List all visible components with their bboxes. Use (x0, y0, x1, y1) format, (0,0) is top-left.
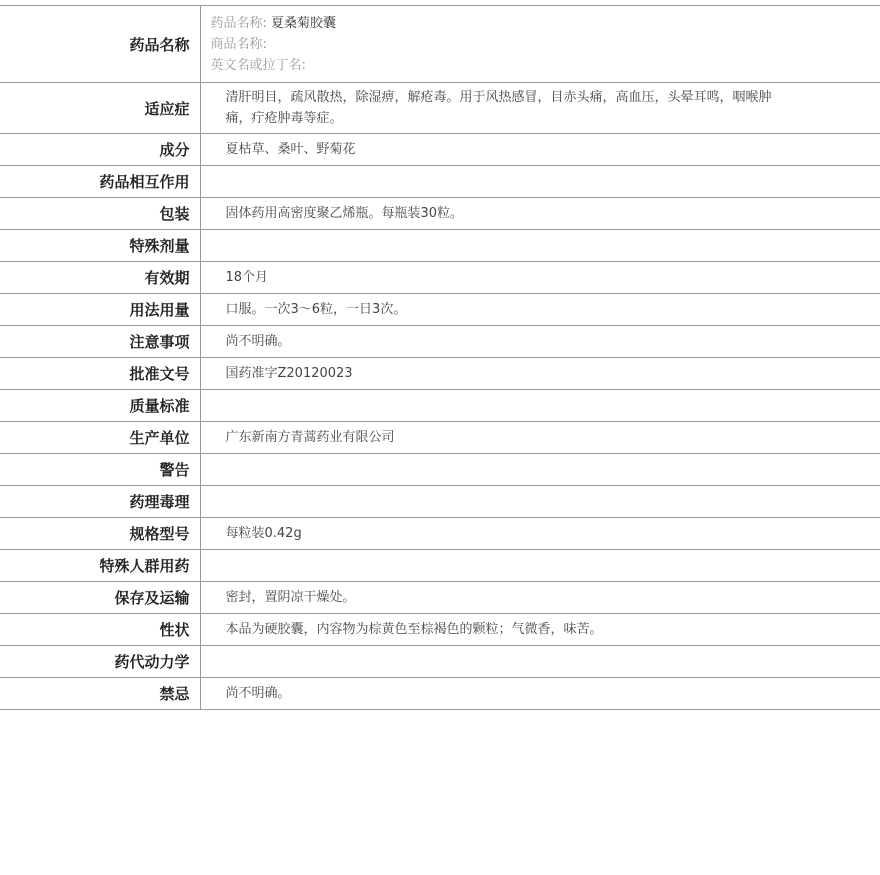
row-value: 固体药用高密度聚乙烯瓶。每瓶装30粒。 (200, 198, 880, 230)
drug-name-cell (200, 6, 880, 83)
row-label: 药品名称 (0, 6, 200, 83)
row-value (200, 390, 880, 422)
row-pharmacokinetics (0, 646, 880, 678)
row-special-populations (0, 550, 880, 582)
row-value: 本品为硬胶囊，内容物为棕黄色至棕褐色的颗粒；气微香，味苦。 (200, 614, 880, 646)
row-shelf-life (0, 262, 880, 294)
row-special-dosage (0, 230, 880, 262)
row-indications (0, 83, 880, 134)
trade-name-line (211, 34, 791, 55)
row-label: 药品相互作用 (0, 166, 200, 198)
row-label: 有效期 (0, 262, 200, 294)
row-label: 成分 (0, 134, 200, 166)
row-value: 广东新南方青蒿药业有限公司 (200, 422, 880, 454)
row-specification (0, 518, 880, 550)
row-value: 国药准字Z20120023 (200, 358, 880, 390)
row-value (200, 454, 880, 486)
english-name-line (211, 55, 791, 76)
row-usage (0, 294, 880, 326)
generic-name-value: 夏桑菊胶囊 (271, 15, 337, 31)
row-value: 每粒装0.42g (200, 518, 880, 550)
row-label: 质量标准 (0, 390, 200, 422)
row-interactions (0, 166, 880, 198)
generic-name-line (211, 13, 791, 34)
row-label: 包装 (0, 198, 200, 230)
row-value: 尚不明确。 (200, 678, 880, 710)
row-label: 用法用量 (0, 294, 200, 326)
row-label: 批准文号 (0, 358, 200, 390)
row-label: 性状 (0, 614, 200, 646)
row-precautions (0, 326, 880, 358)
row-label: 药代动力学 (0, 646, 200, 678)
row-pharmacology (0, 486, 880, 518)
row-label: 生产单位 (0, 422, 200, 454)
row-label: 注意事项 (0, 326, 200, 358)
row-label: 药理毒理 (0, 486, 200, 518)
row-value (200, 486, 880, 518)
drug-info-table (0, 5, 880, 710)
row-storage (0, 582, 880, 614)
row-approval-number (0, 358, 880, 390)
row-label: 规格型号 (0, 518, 200, 550)
row-label: 保存及运输 (0, 582, 200, 614)
row-quality-standard (0, 390, 880, 422)
row-label: 适应症 (0, 83, 200, 134)
row-manufacturer (0, 422, 880, 454)
row-value (200, 550, 880, 582)
row-value: 密封，置阴凉干燥处。 (200, 582, 880, 614)
row-description (0, 614, 880, 646)
row-value (200, 230, 880, 262)
row-label: 警告 (0, 454, 200, 486)
row-value: 清肝明目，疏风散热，除湿痹，解疮毒。用于风热感冒，目赤头痛，高血压，头晕耳鸣，咽喉肿痛，疔疮肿毒等症。 (200, 83, 880, 134)
row-label: 特殊人群用药 (0, 550, 200, 582)
row-value: 18个月 (200, 262, 880, 294)
row-value: 夏枯草、桑叶、野菊花 (200, 134, 880, 166)
row-packaging (0, 198, 880, 230)
generic-name-key: 药品名称: (210, 15, 267, 31)
row-ingredients (0, 134, 880, 166)
row-label: 禁忌 (0, 678, 200, 710)
row-label: 特殊剂量 (0, 230, 200, 262)
row-value (200, 646, 880, 678)
trade-name-key: 商品名称: (210, 36, 267, 52)
row-value: 口服。一次3～6粒，一日3次。 (200, 294, 880, 326)
row-drug-name (0, 6, 880, 83)
row-value: 尚不明确。 (200, 326, 880, 358)
row-contraindications (0, 678, 880, 710)
row-value (200, 166, 880, 198)
english-name-key: 英文名或拉丁名: (210, 57, 306, 73)
row-warning (0, 454, 880, 486)
